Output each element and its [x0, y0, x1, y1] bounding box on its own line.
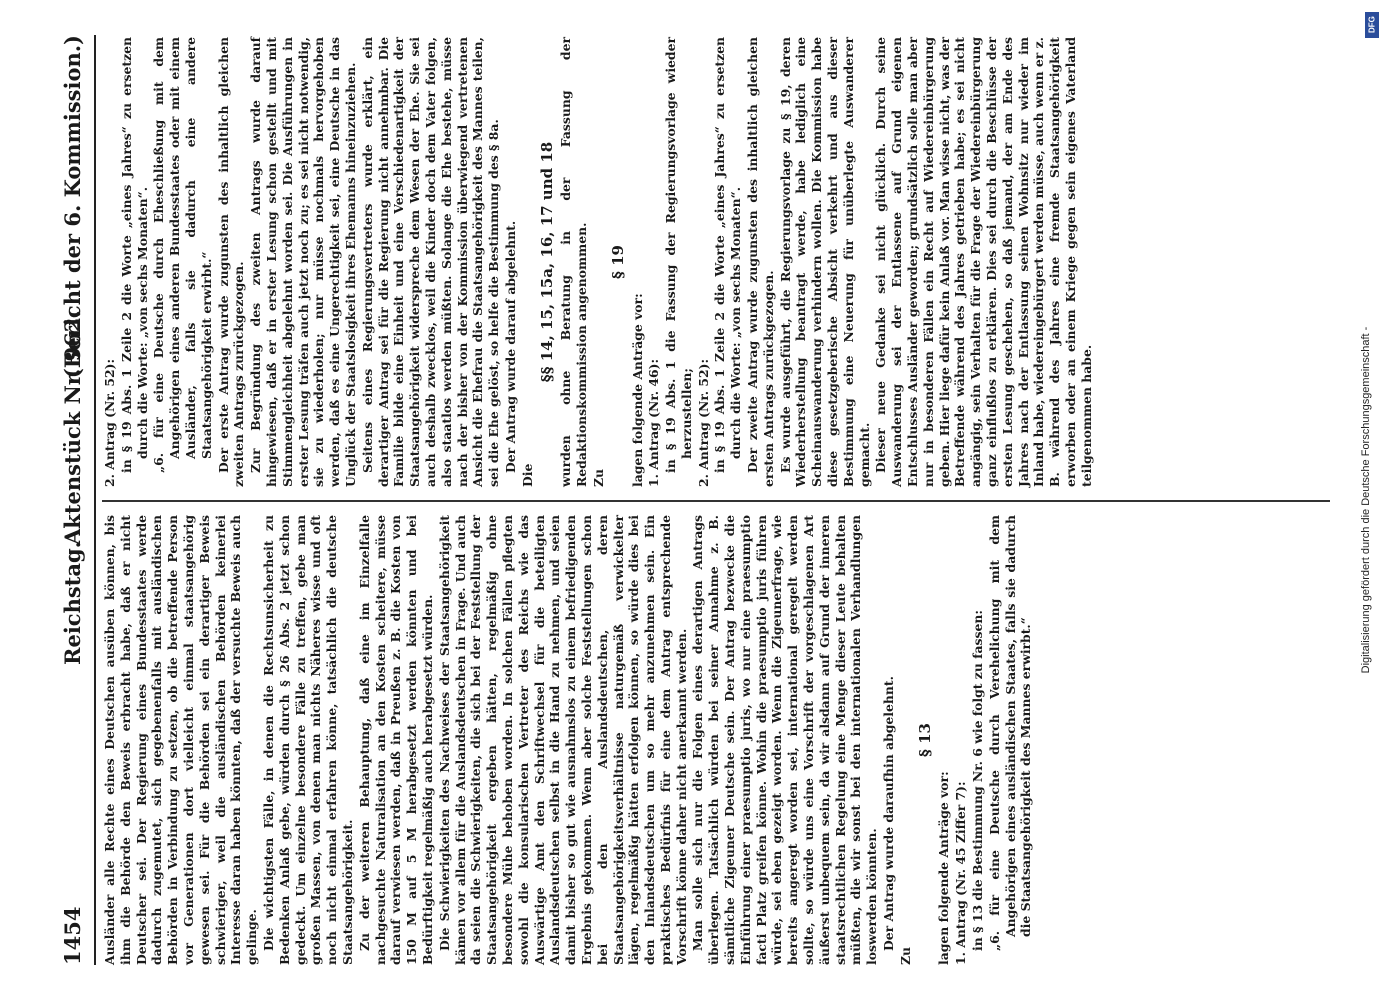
- paragraph: Dieser neue Gedanke sei nicht glücklich. Durch seine Auswanderung sei der Entlassene auf Grund eigenen Entschlusses Ausländer geworden; grundsätzlich solle man aber nur in besonderen Fällen ein Recht auf Wiedereinbürgerung geben. Hier liege dafür kein Anlaß vor. Man wisse nicht, was der Betreffende während des Jahres getrieben habe; es sei nicht angängig, sein Verhalten für die Frage der Wiedereinbürgerung ganz einflußlos zu erklären. Dies sei durch die Beschlüsse der ersten Lesung geschehen, so daß jemand, der am Ende des Jahres nach der Entlassung seinen Wohnsitz nur wieder im Inland habe, wiedereingebürgert werden müsse, auch wenn er z. B. während des Jahres eine fremde Staatsangehörigkeit erworben oder an einem Kriege gegen sein eigenes Vaterland teilgenommen habe.: [873, 37, 1094, 487]
- motion-quote: „6. für eine Deutsche durch Verehelichung mit dem Angehörigen eines ausländischen Staates, falls sie dadurch die Staatsangehörigkeit des Mannes erwirbt.“: [986, 515, 1034, 951]
- paragraph: Der Antrag wurde daraufhin abgelehnt.: [881, 676, 897, 951]
- motion-label: 1. Antrag (Nr. 45 Ziffer 7):: [953, 781, 969, 965]
- paragraph: lagen folgende Anträge vor:: [629, 293, 645, 487]
- paragraph: Der erste Antrag wurde zugunsten des inhaltlich gleichen zweiten Antrags zurückgezogen.: [215, 37, 247, 487]
- paragraph: Die wichtigsten Fälle, in denen die Rechtsunsicherheit zu Bedenken Anlaß gebe, würden durch § 26 Abs. 2 jetzt schon gedeckt. Um einzelne besondere Fälle zu treffen, gebe man großen Massen, von denen man nichts Näheres wisse und oft noch nicht einmal erfahren könne, tatsächlich die deutsche Staatsangehörigkeit.: [260, 515, 355, 965]
- paragraph: wurden ohne Beratung in der Fassung der Redaktionskommission angenommen.: [558, 37, 590, 487]
- motion-label: 2. Antrag (Nr. 52):: [102, 358, 117, 487]
- header-report: (Bericht der 6. Kommission.): [60, 35, 85, 379]
- motion-label: 1. Antrag (Nr. 46):: [646, 358, 662, 487]
- paragraph: Der zweite Antrag wurde zugunsten des inhaltlich gleichen ersten Antrags zurückgezogen.: [745, 37, 776, 487]
- paragraph: Man solle sich nur die Folgen eines derartigen Antrags überlegen. Tatsächlich würden bei seiner Annahme z. B. sämtliche Zigeuner Deutsche sein. Der Antrag bezwecke die Einführung einer praesumptio juris, wo nur eine praesumptio facti Platz greifen könne. Wohin die praesumptio juris führen würde, sei eben gezeigt worden. Wenn die Zigeunerfrage, wie bereits angeregt worden sei, international geregelt werden sollte, so würde uns eine Vorschrift der vorgeschlagenen Art äußerst unbequem sein, da wir alsdann auf Grund der inneren staatsrechtlichen Regelung eine Menge dieser Leute behalten müßten, die wir sonst bei den internationalen Verhandlungen loswerden könnten.: [690, 515, 880, 965]
- digitization-note: Digitalisierung gefördert durch die Deutsche Forschungsgemeinschaft -: [1360, 326, 1372, 674]
- paragraph: lagen folgende Anträge vor:: [936, 771, 952, 965]
- motion-text: in § 19 Abs. 1 Zeile 2 die Worte „eines Jahres“ zu ersetzen durch die Worte: „von sechs Monaten“.: [712, 37, 744, 473]
- section-heading: §§ 14, 15, 15a, 16, 17 und 18: [537, 141, 556, 383]
- page-number: 1454: [60, 906, 85, 965]
- paragraph: Die Schwierigkeiten des Nachweises der Staatsangehörigkeit kämen vor allem für die Auslandsdeutschen in Frage. Und auch da seien die Schwierigkeiten, die sich bei der Feststellung der Staatsangehörigkeit ergeben hätten, regelmäßig ohne besondere Mühe behoben worden. In solchen Fällen pflegten sowohl die konsularischen Vertreter des Reichs wie das Auswärtige Amt den Schriftwechsel für die beteiligten Auslandsdeutschen selbst in die Hand zu nehmen, und seien damit bisher so gut wie ausnahmslos zu einem befriedigenden Ergebnis gekommen. Wenn aber solche Feststellungen schon bei den Auslandsdeutschen, deren Staatsangehörigkeitsverhältnisse naturgemäß verwickelter lägen, regelmäßig hätten erfolgen können, so würde dies bei den Inlandsdeutschen um so mehr anzunehmen sein. Ein praktisches Bedürfnis für eine dem Antrag entsprechende Vorschrift könne daher nicht anerkannt werden.: [436, 515, 689, 965]
- header-document: Aktenstück Nr. 962.: [60, 310, 85, 545]
- motion-text: in § 19 Abs. 1 die Fassung der Regierungsvorlage wieder herzustellen;: [663, 37, 694, 473]
- zu-label: Zu: [897, 946, 913, 965]
- motion-text: in § 13 die Bestimmung Nr. 6 wie folgt zu fassen:: [970, 610, 986, 951]
- left-column: [102, 515, 1350, 965]
- motion-quote: „6. für eine Deutsche durch Eheschließung mit dem Angehörigen eines anderen Bundesstaates oder mit einem Ausländer, falls sie dadurch eine andere Staatsangehörigkeit erwirbt.“: [151, 37, 214, 473]
- column-divider: [102, 500, 1330, 502]
- document-page: [60, 35, 1350, 965]
- right-column: [102, 37, 1350, 487]
- header-rule: [94, 35, 96, 965]
- motion-label: 2. Antrag (Nr. 52):: [695, 358, 711, 487]
- paragraph: Der Antrag wurde darauf abgelehnt.: [502, 220, 518, 473]
- section-heading: § 13: [915, 723, 934, 757]
- paragraph: Zur Begründung des zweiten Antrags wurde darauf hingewiesen, daß er in erster Lesung schon gestellt und mit Stimmengleichheit abgelehnt worden sei. Die Ausführungen in erster Lesung träfen auch jetzt noch zu; es sei nicht notwendig, sie zu wiederholen; nur müsse nochmals hervorgehoben werden, daß es eine Ungerechtigkeit sei, eine Deutsche in das Unglück der Staatslosigkeit ihres Ehemanns hineinzuziehen.: [248, 37, 358, 487]
- zu-label: Zu: [590, 468, 606, 487]
- motion-text: in § 19 Abs. 1 Zeile 2 die Worte „eines Jahres“ zu ersetzen durch die Worte: „von sechs Monaten“.: [118, 37, 150, 473]
- section-heading: § 19: [608, 245, 627, 279]
- paragraph: Seitens eines Regierungsvertreters wurde erklärt, ein derartiger Antrag sei für die Regierung nicht annehmbar. Die Familie bilde eine Einheit und eine Verschiedenartigkeit der Staatsangehörigkeit widerspreche dem Wesen der Ehe. Sie sei auch deshalb zwecklos, weil die Kinder doch dem Vater folgen, also staatlos werden müßten. Solange die Ehe bestehe, müsse nach der bisher von der Kommission überwiegend vertretenen Ansicht die Ehefrau die Staatsangehörigkeit des Mannes teilen, sei die Ehe gelöst, so helfe die Bestimmung des § 8a.: [359, 37, 502, 487]
- paragraph: Es wurde ausgeführt, die Regierungsvorlage zu § 19, deren Wiederherstellung beantragt werde, habe lediglich eine Scheinauswanderung verhindern wollen. Die Kommission habe diese gesetzgeberische Absicht verkehrt und aus dieser Bestimmung eine Neuerung für unüberlegte Auswanderer gemacht.: [777, 37, 872, 487]
- paragraph: Ausländer alle Rechte eines Deutschen ausüben können, bis ihm die Behörde den Beweis erbracht habe, daß er nicht Deutscher sei. Der Regierung eines Bundesstaates werde dadurch zugemutet, sich gegebenenfalls mit ausländischen Behörden in Verbindung zu setzen, ob die betreffende Person vor Generationen dort vielleicht einmal staatsangehörig gewesen sei. Für die Behörden sei ein derartiger Beweis schwieriger, weil die ausländischen Behörden keinerlei Interesse daran haben könnten, daß der versuchte Beweis auch gelinge.: [102, 515, 260, 965]
- header-institution: Reichstag.: [60, 541, 85, 665]
- dfg-logo: DFG: [1365, 12, 1379, 38]
- die-label: Die: [519, 463, 535, 487]
- paragraph: Zu der weiteren Behauptung, daß eine im Einzelfalle nachgesuchte Naturalisation an den Kosten scheitere, müsse darauf verwiesen werden, daß in Preußen z. B. die Kosten von 150 M auf 5 M herabgesetzt werden könnten und bei Bedürftigkeit regelmäßig auch herabgesetzt würden.: [356, 515, 435, 965]
- page-header: [60, 35, 94, 965]
